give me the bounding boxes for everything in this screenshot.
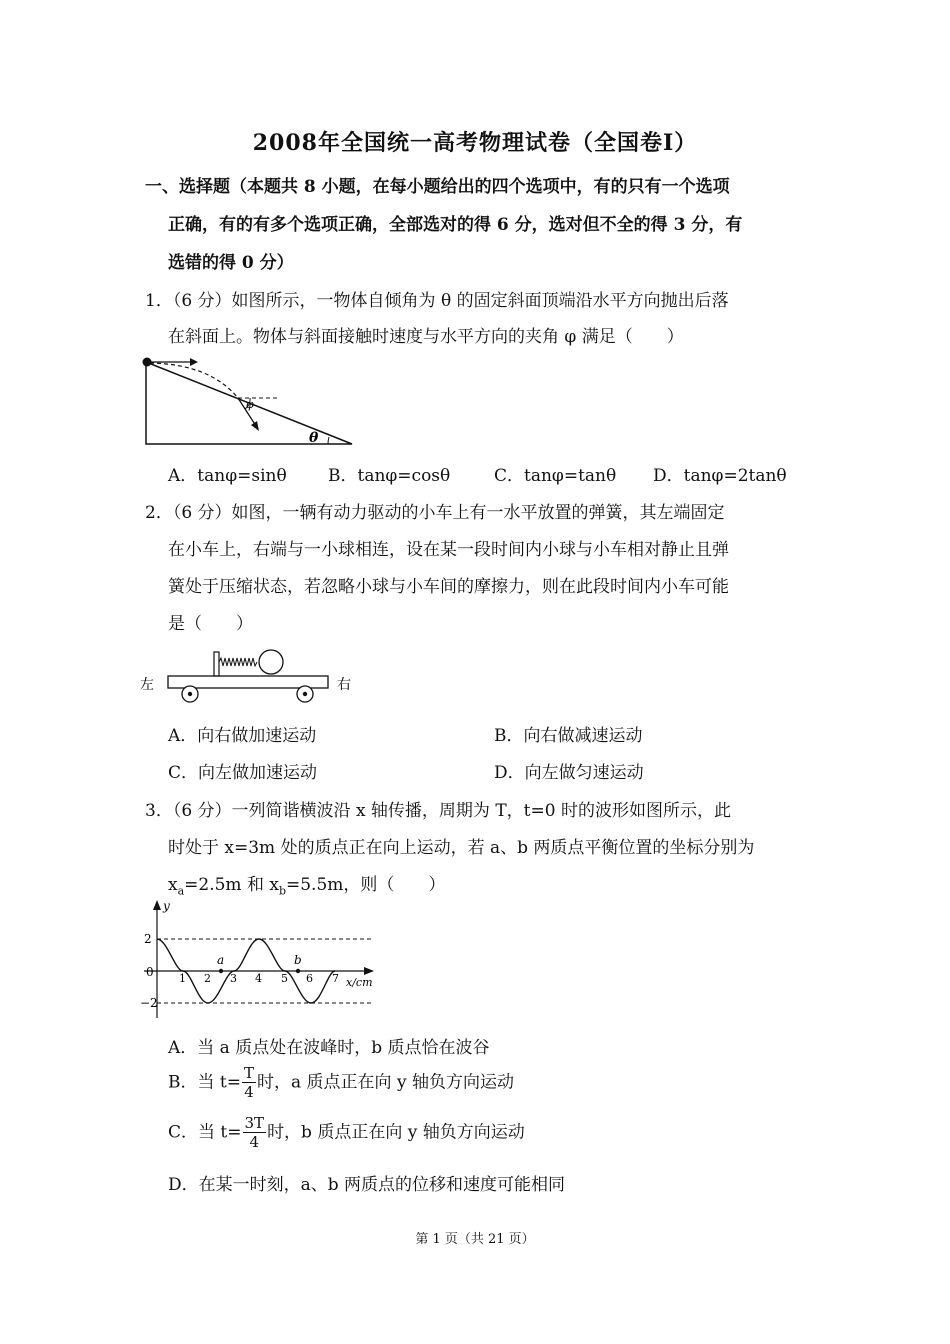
- x-axis-label: x/cm: [346, 976, 373, 989]
- section-heading-line2: 正确，有的有多个选项正确，全部选对的得 6 分，选对但不全的得 3 分，有: [168, 215, 743, 235]
- section-heading-line3: 选错的得 0 分）: [168, 253, 294, 273]
- q1-incline-figure: [138, 352, 360, 450]
- point-a-marker: [219, 969, 223, 973]
- q3-option-b[interactable]: [168, 1066, 514, 1100]
- t-quarter-fraction: [242, 1066, 256, 1100]
- fraction-denominator: 4: [249, 1133, 260, 1151]
- spring-mount: [214, 652, 219, 676]
- q3-option-c-suffix: 时，b 质点正在向 y 轴负方向运动: [267, 1122, 525, 1143]
- y-tick-2: 2: [144, 932, 152, 946]
- q3-stem-line1: 3．（6 分）一列简谐横波沿 x 轴传播，周期为 T，t=0 时的波形如图所示，此: [145, 801, 731, 821]
- q3-option-a[interactable]: A．当 a 质点处在波峰时，b 质点恰在波谷: [168, 1038, 490, 1058]
- theta-angle-arc: [328, 437, 329, 444]
- x-tick-6: 6: [306, 972, 313, 985]
- q2-stem-line1: 2．（6 分）如图，一辆有动力驱动的小车上有一水平放置的弹簧，其左端固定: [145, 503, 725, 523]
- q1-stem-line2: 在斜面上。物体与斜面接触时速度与水平方向的夹角 φ 满足（ ）: [168, 327, 684, 347]
- x-tick-5: 5: [281, 972, 288, 985]
- fraction-numerator: 3T: [244, 1114, 265, 1132]
- q3-option-d[interactable]: D．在某一时刻，a、b 两质点的位移和速度可能相同: [168, 1175, 566, 1195]
- q1-option-b[interactable]: B．tanφ=cosθ: [328, 466, 451, 486]
- q3-stem-line3: [168, 870, 445, 897]
- q2-stem-line2: 在小车上，右端与一小球相连，设在某一段时间内小球与小车相对静止且弹: [168, 540, 729, 560]
- q1-option-d[interactable]: D．tanφ=2tanθ: [653, 466, 787, 486]
- x-axis-arrowhead: [364, 967, 374, 975]
- left-label: 左: [140, 677, 154, 693]
- q2-cart-figure: [138, 644, 358, 706]
- q3-sub-b: b: [278, 884, 286, 898]
- q3-stem-line2: 时处于 x=3m 处的质点正在向上运动，若 a、b 两质点平衡位置的坐标分别为: [168, 838, 755, 858]
- attached-ball: [259, 650, 283, 674]
- page-title: 2008年全国统一高考物理试卷（全国卷I）: [252, 130, 698, 156]
- right-wheel-hub: [303, 692, 307, 696]
- q2-option-a[interactable]: A．向右做加速运动: [168, 726, 317, 746]
- impact-velocity-arrowhead: [251, 421, 259, 431]
- q3-option-c[interactable]: [168, 1116, 525, 1150]
- q1-option-c[interactable]: C．tanφ=tanθ: [494, 466, 617, 486]
- point-b-label: b: [294, 953, 302, 967]
- q3-line3-end: =5.5m，则（ ）: [286, 875, 446, 895]
- q3-sub-a: a: [177, 884, 185, 898]
- y-axis-label: y: [163, 899, 170, 913]
- point-b-marker: [296, 969, 300, 973]
- page-footer: 第 1 页（共 21 页）: [415, 1232, 535, 1247]
- y-axis-arrowhead: [153, 900, 161, 910]
- q2-stem-line3: 簧处于压缩状态，若忽略小球与小车间的摩擦力，则在此段时间内小车可能: [168, 577, 729, 597]
- q3-x-symbol-a: x: [168, 875, 178, 895]
- q3-option-b-prefix: B．当 t=: [168, 1072, 241, 1093]
- x-tick-2: 2: [204, 972, 211, 985]
- compressed-spring: [219, 658, 257, 666]
- q1-stem-line1: 1．（6 分）如图所示，一物体自倾角为 θ 的固定斜面顶端沿水平方向抛出后落: [145, 291, 729, 311]
- y-tick-minus2: −2: [140, 996, 158, 1010]
- q3-option-b-suffix: 时，a 质点正在向 y 轴负方向运动: [257, 1072, 514, 1093]
- point-a-label: a: [217, 953, 225, 967]
- x-tick-7: 7: [332, 972, 339, 985]
- y-tick-0: 0: [146, 965, 154, 979]
- fraction-denominator: 4: [244, 1083, 254, 1101]
- left-wheel-hub: [188, 692, 192, 696]
- x-tick-4: 4: [255, 972, 262, 985]
- initial-velocity-arrowhead: [190, 358, 198, 366]
- phi-label: φ: [246, 398, 254, 411]
- q1-option-a[interactable]: A．tanφ=sinθ: [168, 466, 287, 486]
- q3-line3-mid: =2.5m 和 x: [184, 875, 279, 895]
- q2-stem-line4: 是（ ）: [168, 614, 253, 634]
- q2-option-c[interactable]: C．向左做加速运动: [168, 763, 318, 783]
- q2-option-d[interactable]: D．向左做匀速运动: [494, 763, 644, 783]
- q3-option-c-prefix: C．当 t=: [168, 1122, 242, 1143]
- section-heading-line1: 一、选择题（本题共 8 小题，在每小题给出的四个选项中，有的只有一个选项: [145, 177, 730, 197]
- q2-option-b[interactable]: B．向右做减速运动: [494, 726, 643, 746]
- t-three-quarter-fraction: [243, 1116, 267, 1150]
- x-tick-3: 3: [230, 972, 237, 985]
- x-tick-1: 1: [179, 972, 186, 985]
- theta-label: θ: [309, 430, 319, 446]
- q3-wave-figure: [138, 898, 383, 1026]
- fraction-numerator: T: [243, 1064, 254, 1082]
- right-label: 右: [337, 677, 351, 693]
